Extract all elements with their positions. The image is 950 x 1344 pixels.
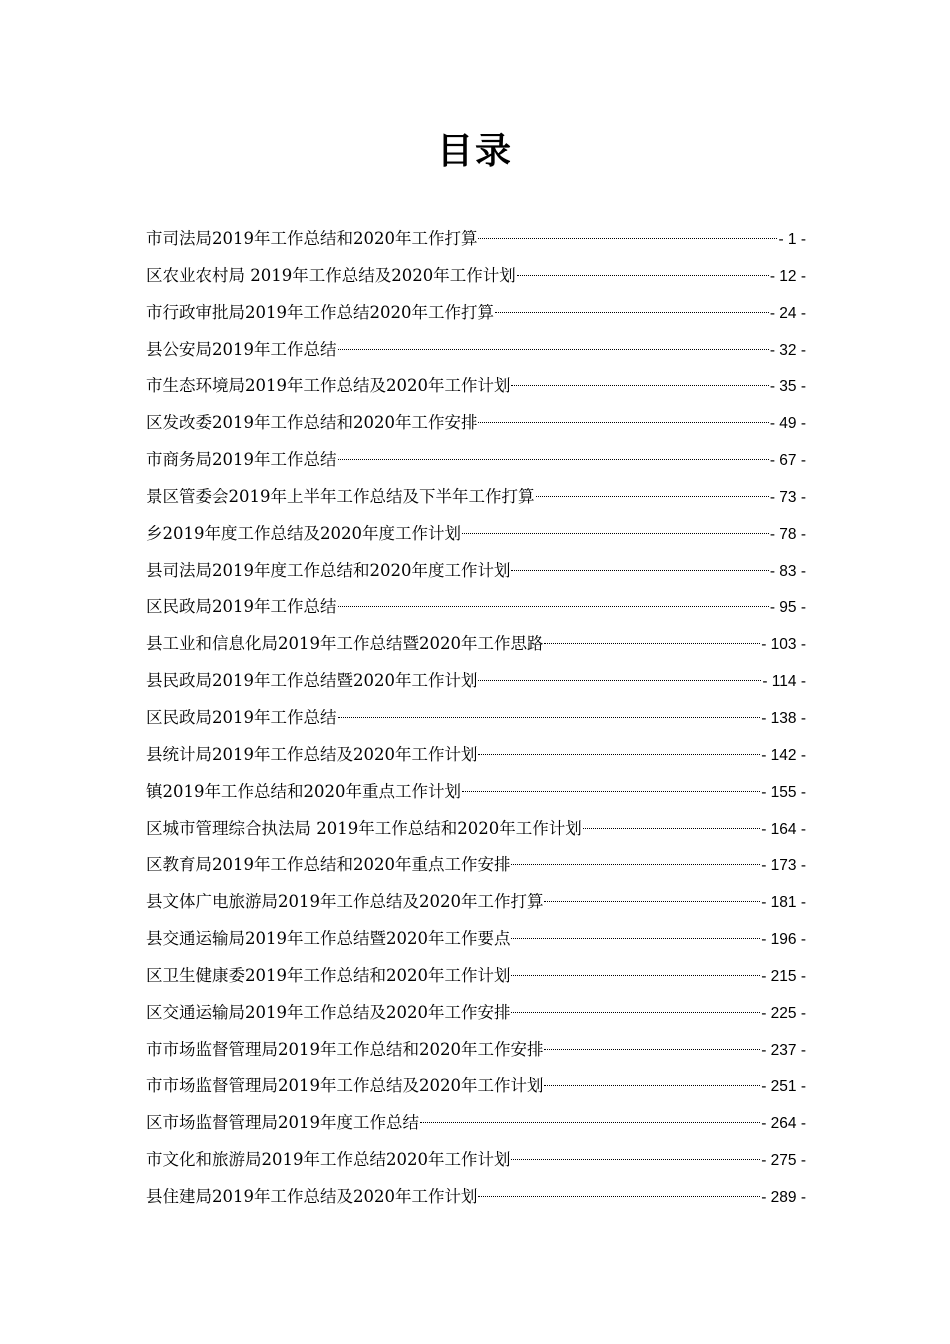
toc-dot-leader	[478, 753, 760, 755]
toc-entry-title: 市文化和旅游局2019年工作总结2020年工作计划	[146, 1150, 511, 1170]
toc-entry[interactable]	[146, 1179, 806, 1216]
toc-entry[interactable]	[146, 1068, 806, 1105]
toc-entry[interactable]	[146, 847, 806, 884]
toc-dot-leader	[583, 827, 760, 829]
toc-entry-title: 区教育局2019年工作总结和2020年重点工作安排	[146, 855, 511, 875]
toc-entry-title: 市市场监督管理局2019年工作总结及2020年工作计划	[146, 1076, 544, 1096]
toc-entry[interactable]	[146, 700, 806, 737]
toc-entry-title: 乡2019年度工作总结及2020年度工作计划	[146, 523, 461, 543]
toc-entry-title: 市市场监督管理局2019年工作总结和2020年工作安排	[146, 1039, 544, 1059]
toc-entry-title: 区市场监督管理局2019年度工作总结	[146, 1113, 419, 1133]
toc-entry-title: 县住建局2019年工作总结及2020年工作计划	[146, 1186, 478, 1206]
toc-dot-leader	[511, 937, 760, 939]
toc-dot-leader	[517, 274, 769, 276]
toc-entry[interactable]	[146, 516, 806, 553]
toc-entry-title: 区民政局2019年工作总结	[146, 707, 337, 727]
toc-entry[interactable]	[146, 405, 806, 442]
toc-dot-leader	[511, 863, 760, 865]
toc-entry-title: 县公安局2019年工作总结	[146, 339, 337, 359]
toc-page-number: - 49 -	[769, 415, 806, 433]
toc-dot-leader	[338, 716, 761, 718]
toc-page-number: - 12 -	[769, 267, 806, 285]
toc-entry[interactable]	[146, 332, 806, 369]
toc-page-number: - 164 -	[761, 820, 806, 838]
toc-dot-leader	[511, 1158, 760, 1160]
toc-page-number: - 173 -	[761, 857, 806, 875]
toc-page-number: - 78 -	[769, 525, 806, 543]
toc-dot-leader	[338, 605, 769, 607]
toc-page-number: - 103 -	[761, 636, 806, 654]
toc-page-number: - 35 -	[769, 378, 806, 396]
toc-entry[interactable]	[146, 663, 806, 700]
toc-page-number: - 1 -	[778, 231, 806, 248]
toc-entry[interactable]	[146, 995, 806, 1032]
toc-entry[interactable]	[146, 221, 806, 258]
toc-page-number: - 83 -	[769, 562, 806, 580]
toc-entry[interactable]	[146, 258, 806, 295]
toc-dot-leader	[511, 384, 768, 386]
toc-dot-leader	[420, 1121, 760, 1123]
toc-dot-leader	[338, 348, 769, 350]
toc-page-number: - 73 -	[769, 488, 806, 506]
toc-entry-title: 市司法局2019年工作总结和2020年工作打算	[146, 229, 478, 248]
toc-entry[interactable]	[146, 958, 806, 995]
toc-entry-title: 镇2019年工作总结和2020年重点工作计划	[146, 781, 461, 801]
toc-entry[interactable]	[146, 1032, 806, 1069]
toc-dot-leader	[536, 495, 769, 497]
toc-entry[interactable]	[146, 626, 806, 663]
toc-entry[interactable]	[146, 442, 806, 479]
toc-dot-leader	[478, 679, 761, 681]
toc-dot-leader	[511, 974, 760, 976]
toc-page-number: - 225 -	[761, 1004, 806, 1022]
toc-page-number: - 215 -	[761, 967, 806, 985]
toc-page-number: - 155 -	[761, 783, 806, 801]
toc-entry[interactable]	[146, 295, 806, 332]
toc-entry[interactable]	[146, 1105, 806, 1142]
toc-dot-leader	[511, 569, 768, 571]
toc-page-number: - 114 -	[762, 673, 806, 691]
toc-entry[interactable]	[146, 811, 806, 848]
toc-dot-leader	[478, 1195, 760, 1197]
toc-dot-leader	[462, 532, 769, 534]
toc-entry[interactable]	[146, 479, 806, 516]
toc-entry-title: 市商务局2019年工作总结	[146, 450, 337, 470]
toc-page-number: - 251 -	[761, 1078, 806, 1096]
toc-dot-leader	[544, 1048, 760, 1050]
toc-entry-title: 区交通运输局2019年工作总结及2020年工作安排	[146, 1002, 511, 1022]
toc-page-number: - 181 -	[761, 894, 806, 912]
toc-entry[interactable]	[146, 921, 806, 958]
toc-dot-leader	[478, 421, 768, 423]
toc-entry[interactable]	[146, 737, 806, 774]
toc-list	[146, 221, 806, 1216]
toc-dot-leader	[462, 790, 760, 792]
toc-entry-title: 市生态环境局2019年工作总结及2020年工作计划	[146, 376, 511, 396]
toc-entry-title: 区卫生健康委2019年工作总结和2020年工作计划	[146, 965, 511, 985]
toc-page-number: - 275 -	[761, 1152, 806, 1170]
toc-entry-title: 县工业和信息化局2019年工作总结暨2020年工作思路	[146, 634, 544, 654]
toc-page-number: - 289 -	[761, 1188, 806, 1206]
toc-entry[interactable]	[146, 368, 806, 405]
toc-entry[interactable]	[146, 774, 806, 811]
toc-entry[interactable]	[146, 884, 806, 921]
toc-entry-title: 县文体广电旅游局2019年工作总结及2020年工作打算	[146, 892, 544, 912]
toc-page-number: - 67 -	[769, 452, 806, 470]
toc-entry-title: 市行政审批局2019年工作总结2020年工作打算	[146, 302, 494, 322]
toc-page-number: - 95 -	[769, 599, 806, 617]
toc-dot-leader	[544, 900, 760, 902]
toc-page-number: - 32 -	[769, 341, 806, 359]
toc-page-number: - 264 -	[761, 1115, 806, 1133]
toc-entry-title: 区城市管理综合执法局 2019年工作总结和2020年工作计划	[146, 818, 582, 838]
toc-entry-title: 县民政局2019年工作总结暨2020年工作计划	[146, 671, 478, 691]
toc-entry-title: 区农业农村局 2019年工作总结及2020年工作计划	[146, 265, 516, 285]
toc-page-number: - 24 -	[769, 304, 806, 322]
toc-dot-leader	[338, 458, 769, 460]
toc-page-number: - 237 -	[761, 1041, 806, 1059]
toc-entry-title: 景区管委会2019年上半年工作总结及下半年工作打算	[146, 486, 535, 506]
toc-dot-leader	[495, 311, 769, 313]
toc-page-number: - 142 -	[761, 746, 806, 764]
toc-entry-title: 县交通运输局2019年工作总结暨2020年工作要点	[146, 929, 511, 949]
toc-dot-leader	[544, 1084, 760, 1086]
toc-dot-leader	[511, 1011, 760, 1013]
toc-entry[interactable]	[146, 1142, 806, 1179]
toc-title: 目录	[436, 131, 513, 172]
toc-entry-title: 县统计局2019年工作总结及2020年工作计划	[146, 744, 478, 764]
toc-dot-leader	[478, 237, 777, 239]
toc-page-number: - 196 -	[761, 931, 806, 949]
toc-entry[interactable]	[146, 589, 806, 626]
toc-entry-title: 区发改委2019年工作总结和2020年工作安排	[146, 413, 478, 433]
toc-entry-title: 区民政局2019年工作总结	[146, 597, 337, 617]
toc-page-number: - 138 -	[761, 709, 806, 727]
toc-entry-title: 县司法局2019年度工作总结和2020年度工作计划	[146, 560, 511, 580]
toc-entry[interactable]	[146, 553, 806, 590]
toc-dot-leader	[544, 642, 760, 644]
